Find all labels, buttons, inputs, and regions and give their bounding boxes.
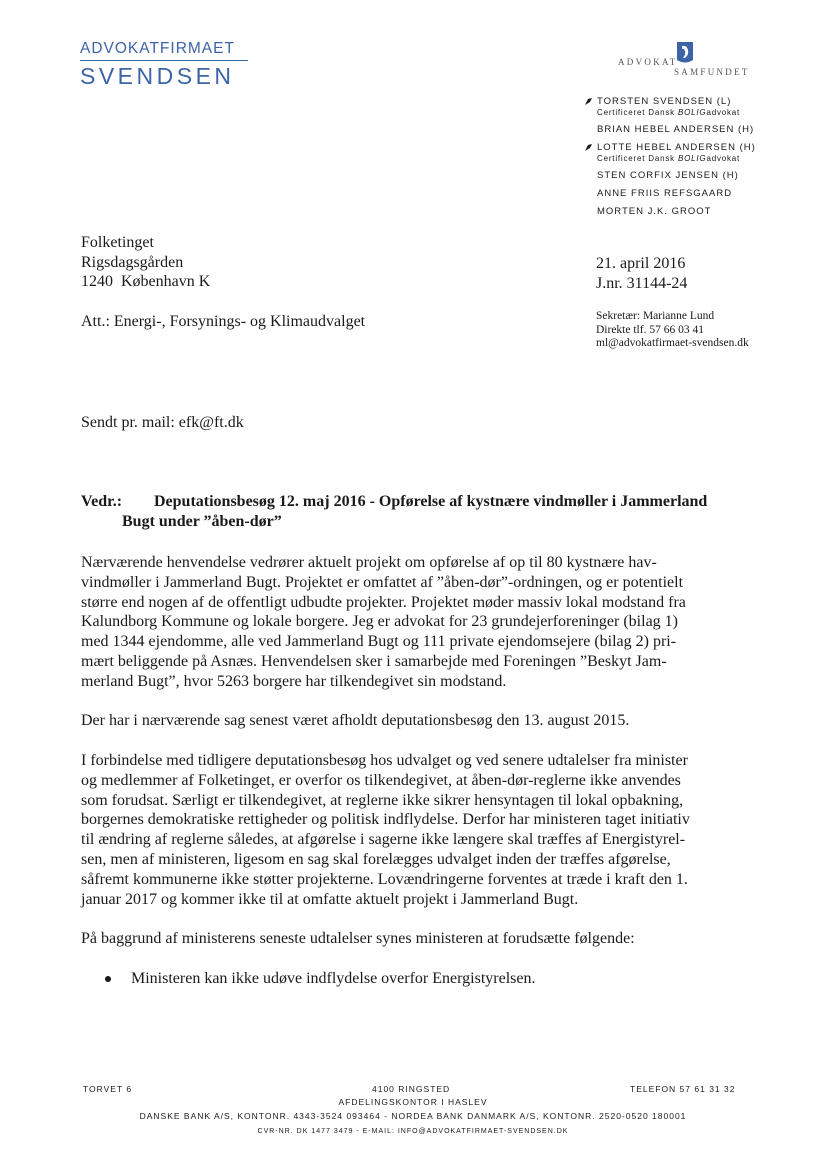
society-name-word1: ADVOKAT bbox=[618, 57, 678, 67]
body-line: I forbindelse med tidligere deputationsbesøg hos udvalget og ved senere udtalelser fra minister bbox=[81, 751, 688, 769]
letter-date: 21. april 2016 bbox=[596, 255, 686, 272]
bullet-dot-icon bbox=[105, 976, 111, 982]
footer-banks: DANSKE BANK A/S, KONTONR. 4343-3524 093464 - NORDEA BANK DANMARK A/S, KONTONR. 2520-0520 180001 bbox=[139, 1111, 687, 1121]
paragraph-4 bbox=[81, 929, 751, 949]
partner-item bbox=[578, 95, 778, 118]
body-line: vindmøller i Jammerland Bugt. Projektet er omfattet af ”åben-dør”-ordningen, og er potentielt bbox=[81, 573, 684, 591]
bolig-certified-mark-icon bbox=[584, 97, 593, 106]
partner-name: ANNE FRIIS REFSGAARD bbox=[597, 188, 733, 199]
partner-item bbox=[578, 205, 778, 218]
body-line: Der har i nærværende sag senest været afholdt deputationsbesøg den 13. august 2015. bbox=[81, 712, 630, 730]
contact-email[interactable]: ml@advokatfirmaet-svendsen.dk bbox=[596, 337, 749, 349]
body-line: På baggrund af ministerens seneste udtalelser synes ministeren at forudsætte følgende: bbox=[81, 930, 635, 948]
partner-certification: Certificeret Dansk BOLIGadvokat bbox=[597, 108, 741, 117]
body-line: Kalundborg Kommune og lokale borgere. Jeg er advokat for 23 grundejerforeninger (bilag 1) bbox=[81, 613, 678, 631]
body-line: til ændring af reglerne således, at afgørelse i sagerne ikke længere skal træffes af Energistyrel- bbox=[81, 831, 686, 849]
recipient-address bbox=[81, 233, 210, 292]
footer-cvr-email: CVR-NR. DK 1477 3479 - E-MAIL: INFO@ADVOKATFIRMAET-SVENDSEN.DK bbox=[257, 1128, 569, 1135]
sent-by-mail: Sendt pr. mail: efk@ft.dk bbox=[81, 414, 244, 431]
secretary-contact bbox=[596, 310, 749, 351]
subject-heading bbox=[81, 492, 761, 531]
bolig-certified-mark-icon bbox=[584, 143, 593, 152]
partner-certification: Certificeret Dansk BOLIGadvokat bbox=[597, 154, 741, 163]
body-line: borgernes demokratiske rettigheder og politisk indflydelse. Derfor har ministeren taget initiativ bbox=[81, 811, 690, 829]
recipient-line: Rigsdagsgården bbox=[81, 253, 184, 271]
direct-phone: Direkte tlf. 57 66 03 41 bbox=[596, 323, 704, 336]
bullet-item: Ministeren kan ikke udøve indflydelse overfor Energistyrelsen. bbox=[81, 969, 751, 989]
body-line: merland Bugt”, hvor 5263 borgere har tilkendegivet sin modstand. bbox=[81, 672, 507, 690]
paragraph-3 bbox=[81, 751, 751, 909]
partner-item bbox=[578, 141, 778, 164]
recipient-line: Folketinget bbox=[81, 234, 154, 251]
body-line: som forudsat. Særligt er tilkendegivet, at reglerne ikke sikrer hensyntagen til lokal opbakning, bbox=[81, 791, 684, 809]
firm-logo-line2: SVENDSEN bbox=[80, 63, 235, 89]
body-line: og medlemmer af Folketinget, er overfor os tilkendegivet, at åben-dør-reglerne ikke anvendes bbox=[81, 771, 681, 789]
body-line: såfremt kommunerne ikke støtter projekterne. Lovændringerne forventes at træde i kraft den 1. bbox=[81, 870, 688, 888]
partner-name: TORSTEN SVENDSEN (L) bbox=[597, 96, 732, 107]
footer-branch: AFDELINGSKONTOR I HASLEV bbox=[338, 1097, 488, 1107]
society-name-word2: SAMFUNDET bbox=[674, 67, 750, 77]
recipient-line: 1240 København K bbox=[81, 273, 211, 290]
partner-item bbox=[578, 169, 778, 182]
subject-line1: Deputationsbesøg 12. maj 2016 - Opførelse af kystnære vindmøller i Jammerland bbox=[154, 493, 708, 510]
partner-name: STEN CORFIX JENSEN (H) bbox=[597, 170, 739, 181]
attention-line: Att.: Energi-, Forsynings- og Klimaudvalget bbox=[81, 313, 366, 330]
paragraph-1 bbox=[81, 553, 751, 692]
journal-number: J.nr. 31144-24 bbox=[596, 274, 688, 292]
subject-line2: Bugt under ”åben-dør” bbox=[122, 512, 282, 530]
partner-item bbox=[578, 187, 778, 200]
body-line: Nærværende henvendelse vedrører aktuelt projekt om opførelse af op til 80 kystnære hav- bbox=[81, 554, 657, 571]
partner-item bbox=[578, 123, 778, 136]
body-line: med 1344 ejendomme, alle ved Jammerland Bugt og 111 private ejendomsejere (bilag 2) pri- bbox=[81, 633, 677, 651]
date-block bbox=[596, 254, 687, 293]
subject-label: Vedr.: bbox=[81, 493, 123, 510]
body-line: større end nogen af de offentligt udbudte projekter. Projektet møder massiv lokal modstand fra bbox=[81, 593, 686, 611]
partner-name: MORTEN J.K. GROOT bbox=[597, 206, 712, 217]
advokatsamfundet-logo-icon bbox=[676, 41, 694, 65]
footer-city: 4100 RINGSTED bbox=[372, 1084, 451, 1094]
secretary-name: Sekretær: Marianne Lund bbox=[596, 310, 715, 322]
partner-name: LOTTE HEBEL ANDERSEN (H) bbox=[597, 142, 756, 153]
partner-name: BRIAN HEBEL ANDERSEN (H) bbox=[597, 124, 755, 135]
body-line: januar 2017 og kommer ikke til at omfatte aktuelt projekt i Jammerland Bugt. bbox=[81, 890, 579, 908]
bullet-list bbox=[81, 969, 751, 989]
footer-address: TORVET 6 bbox=[83, 1084, 133, 1094]
body-line: mært beliggende på Asnæs. Henvendelsen sker i samarbejde med Foreningen ”Beskyt Jam- bbox=[81, 652, 667, 670]
body-line: sen, men af ministeren, ligesom en sag skal forelægges udvalget inden der træffes afgørelse, bbox=[81, 850, 671, 868]
letter-body bbox=[81, 553, 751, 989]
paragraph-2 bbox=[81, 711, 751, 731]
footer-phone: TELEFON 57 61 31 32 bbox=[630, 1084, 736, 1094]
firm-logo-line1: ADVOKATFIRMAET bbox=[80, 40, 248, 61]
partner-list bbox=[578, 95, 778, 218]
